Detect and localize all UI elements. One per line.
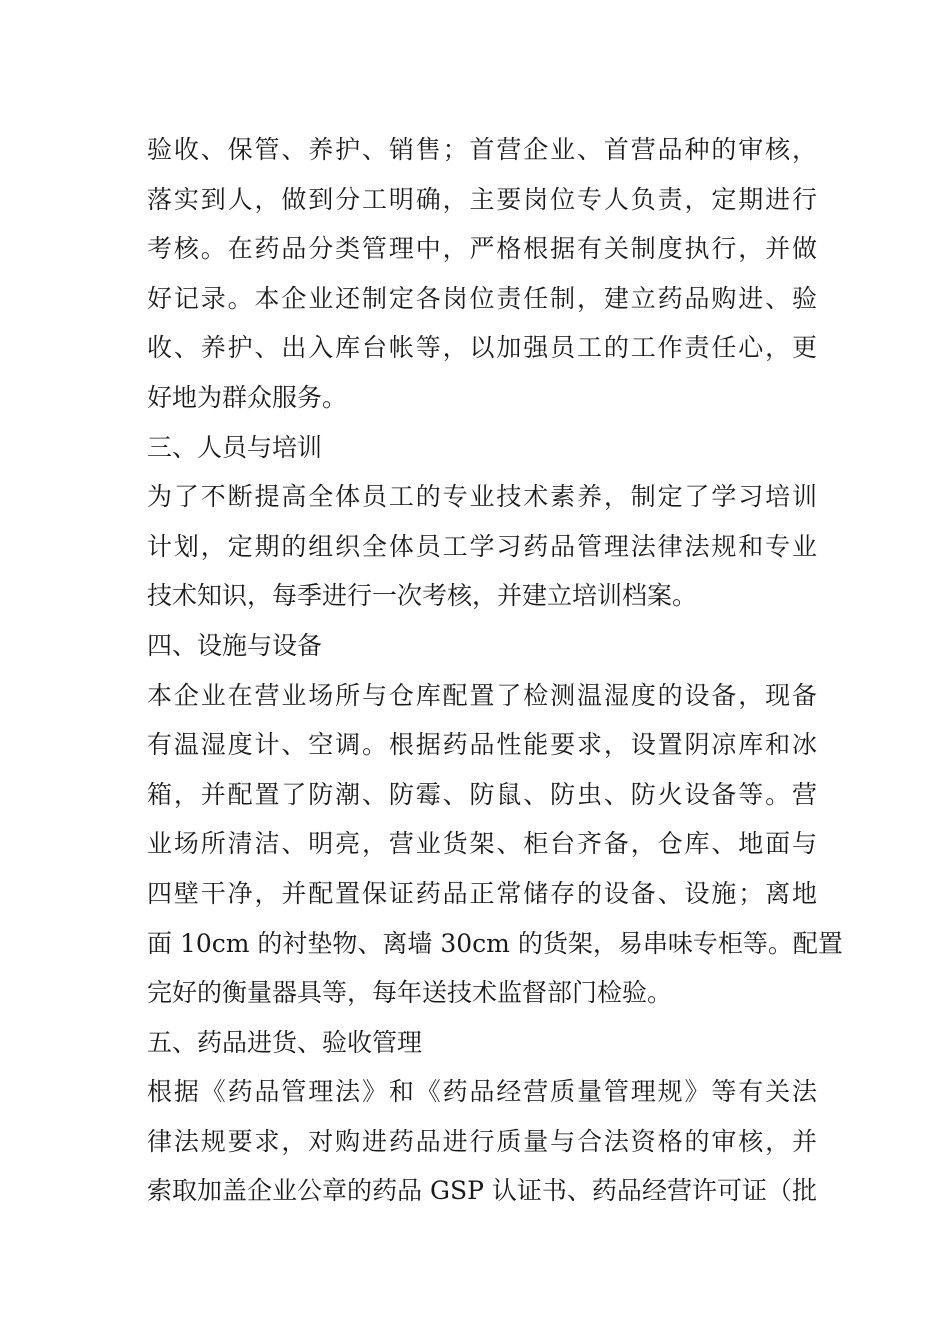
body-line: 收、养护、出入库台帐等，以加强员工的工作责任心，更 (147, 333, 817, 363)
body-line: 考核。在药品分类管理中，严格根据有关制度执行，并做 (147, 234, 817, 264)
section-heading: 五、药品进货、验收管理 (147, 1027, 423, 1057)
body-line: 有温湿度计、空调。根据药品性能要求，设置阴凉库和冰 (147, 730, 817, 760)
body-line: 落实到人，做到分工明确，主要岗位专人负责，定期进行 (147, 184, 817, 214)
body-line: 为了不断提高全体员工的专业技术素养，制定了学习培训 (147, 482, 817, 512)
body-line: 验收、保管、养护、销售；首营企业、首营品种的审核， (147, 135, 817, 164)
body-line: 技术知识，每季进行一次考核，并建立培训档案。 (147, 581, 698, 611)
body-line: 好地为群众服务。 (147, 382, 348, 412)
body-line: 业场所清洁、明亮，营业货架、柜台齐备，仓库、地面与 (147, 829, 817, 859)
body-line: 好记录。本企业还制定各岗位责任制，建立药品购进、验 (147, 283, 817, 313)
body-line: 律法规要求，对购进药品进行质量与合法资格的审核，并 (147, 1126, 817, 1156)
body-line: 计划，定期的组织全体员工学习药品管理法律法规和专业 (147, 531, 817, 561)
body-line: 索取加盖企业公章的药品 GSP 认证书、药品经营许可证（批 (147, 1176, 817, 1206)
section-heading: 四、设施与设备 (147, 630, 323, 660)
body-line: 面 10cm 的衬垫物、离墙 30cm 的货架，易串味专柜等。配置 (147, 928, 843, 958)
section-heading: 三、人员与培训 (147, 432, 323, 462)
body-line: 四壁干净，并配置保证药品正常储存的设备、设施；离地 (147, 878, 817, 908)
body-line: 本企业在营业场所与仓库配置了检测温湿度的设备，现备 (147, 680, 817, 710)
body-line: 根据《药品管理法》和《药品经营质量管理规》等有关法 (147, 1077, 817, 1107)
body-line: 箱，并配置了防潮、防霉、防鼠、防虫、防火设备等。营 (147, 779, 817, 809)
document-body (147, 125, 843, 1216)
body-line: 完好的衡量器具等，每年送技术监督部门检验。 (147, 978, 673, 1008)
